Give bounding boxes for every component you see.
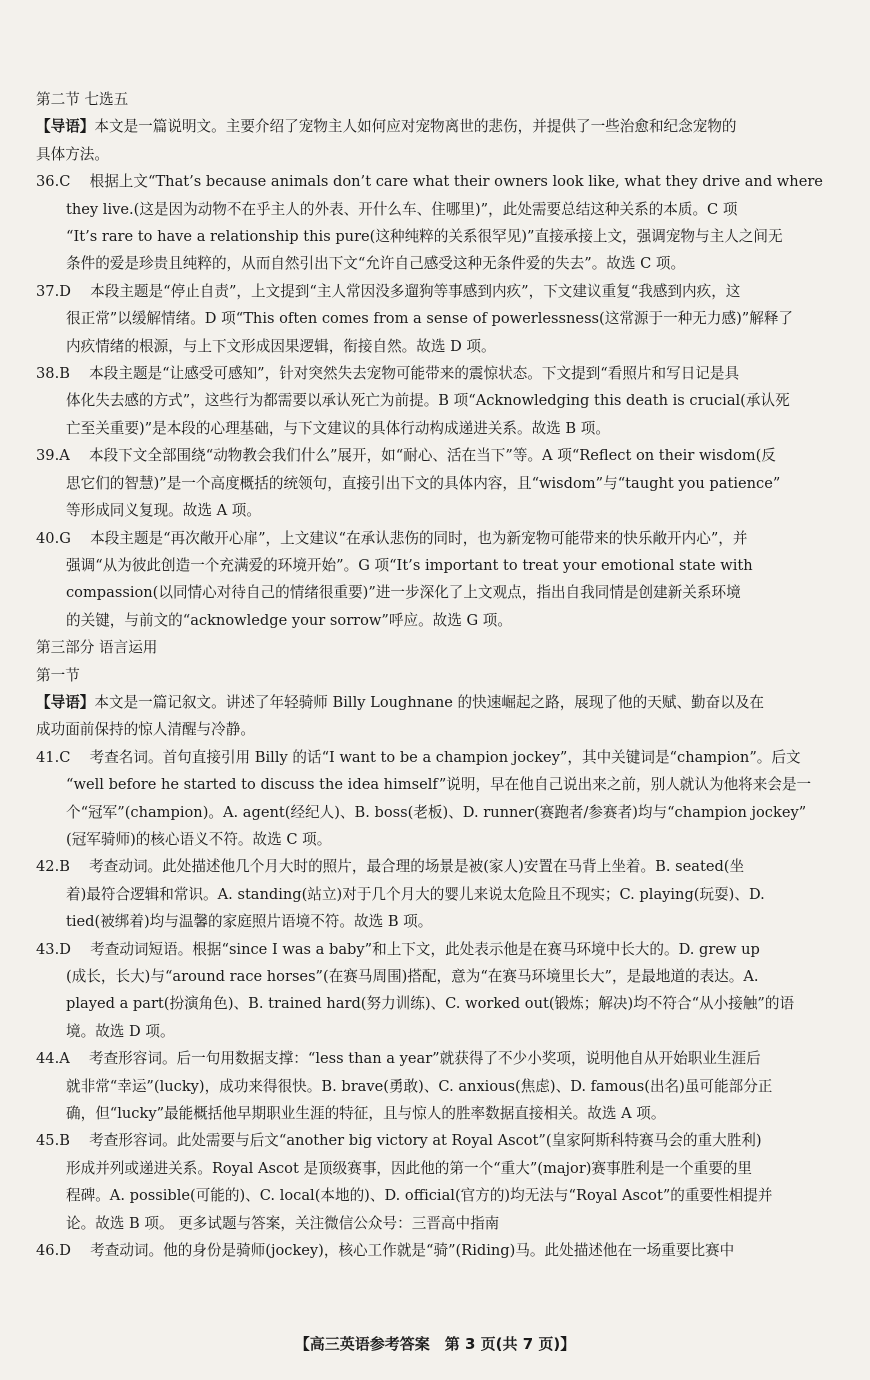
answer-39: 39.A 本段下文全部围绕“动物教会我们什么”展开，如“耐心、活在当下”等。A 项“Reflect on their wisdom(反: [36, 447, 776, 465]
part-title: 第三部分 语言运用: [36, 639, 158, 657]
answer-41: 41.C 考查名词。首句直接引用 Billy 的话“I want to be a champion jockey”，其中关键词是“champion”。后文: [36, 748, 801, 766]
answer-43-text: 境。故选 D 项。: [66, 1022, 175, 1040]
answer-46: 46.D 考查动词。他的身份是骑师(jockey)，核心工作就是“骑”(Riding)马。此处描述他在一场重要比赛中: [36, 1242, 735, 1260]
intro-paragraph: [36, 113, 832, 140]
intro-tag: 【导语】: [36, 118, 95, 136]
answer-45-text: 论。故选 B 项。 更多试题与答案，关注微信公众号：三晋高中指南: [66, 1214, 500, 1232]
answer-36: 36.C 根据上文“That’s because animals don’t care what their owners look like, what they drive and where: [36, 173, 823, 191]
intro-text: 成功面前保持的惊人清醒与冷静。: [36, 721, 255, 739]
answer-43-text: played a part(扮演角色)、B. trained hard(努力训练)、C. worked out(锻炼；解决)均不符合“从小接触”的语: [66, 995, 795, 1013]
answer-39-text: 等形成同义复现。故选 A 项。: [66, 502, 261, 520]
answer-44: 44.A 考查形容词。后一句用数据支撑：“less than a year”就获得了不少小奖项，说明他自从开始职业生涯后: [36, 1050, 761, 1068]
answer-38-text: 体化失去感的方式”，这些行为都需要以承认死亡为前提。B 项“Acknowledging this death is crucial(承认死: [66, 392, 790, 410]
answer-42-text: tied(被绑着)均与温馨的家庭照片语境不符。故选 B 项。: [66, 913, 433, 931]
intro-paragraph: [36, 689, 832, 716]
answer-38-text: 亡至关重要)”是本段的心理基础，与下文建议的具体行动构成递进关系。故选 B 项。: [66, 419, 610, 437]
answer-40: 40.G 本段主题是“再次敞开心扉”，上文建议“在承认悲伤的同时，也为新宠物可能带来的快乐敞开内心”，并: [36, 529, 748, 547]
answer-43-text: (成长，长大)与“around race horses”(在赛马周围)搭配，意为“在赛马环境里长大”，是最地道的表达。A.: [66, 968, 759, 985]
answer-44-text: 确，但“lucky”最能概括他早期职业生涯的特征，且与惊人的胜率数据直接相关。故选 A 项。: [66, 1105, 666, 1123]
answer-43: 43.D 考查动词短语。根据“since I was a baby”和上下文，此处表示他是在赛马环境中长大的。D. grew up: [36, 940, 760, 958]
intro-text: 本文是一篇记叙文。讲述了年轻骑师 Billy Loughnane 的快速崛起之路，展现了他的天赋、勤奋以及在: [94, 693, 765, 711]
answer-45: 45.B 考查形容词。此处需要与后文“another big victory at Royal Ascot”(皇家阿斯科特赛马会的重大胜利): [36, 1132, 762, 1150]
answer-42-text: 着)最符合逻辑和常识。A. standing(站立)对于几个月大的婴儿来说太危险且不现实；C. playing(玩耍)、D.: [66, 885, 765, 903]
answer-45-text: 形成并列或递进关系。Royal Ascot 是顶级赛事，因此他的第一个“重大”(major)赛事胜利是一个重要的里: [66, 1159, 753, 1177]
answer-41-text: (冠军骑师)的核心语义不符。故选 C 项。: [66, 830, 332, 848]
answer-37-text: 内疚情绪的根源，与上下文形成因果逻辑，衔接自然。故选 D 项。: [66, 337, 496, 355]
answer-41-text: 个“冠军”(champion)。A. agent(经纪人)、B. boss(老板)、D. runner(赛跑者/参赛者)均与“champion jockey”: [66, 803, 807, 821]
answer-40-text: 的关键，与前文的“acknowledge your sorrow”呼应。故选 G 项。: [66, 611, 512, 629]
section-title: 第二节 七选五: [36, 91, 129, 108]
answer-39-text: 思它们的智慧)”是一个高度概括的统领句，直接引出下文的具体内容，且“wisdom”与“taught you patience”: [66, 474, 781, 492]
answer-40-text: compassion(以同情心对待自己的情绪很重要)”进一步深化了上文观点，指出自我同情是创建新关系环境: [66, 584, 741, 602]
answer-41-text: “well before he started to discuss the idea himself”说明，早在他自己说出来之前，别人就认为他将来会是一: [66, 776, 812, 794]
intro-text: 本文是一篇说明文。主要介绍了宠物主人如何应对宠物离世的悲伤，并提供了一些治愈和纪念宠物的: [94, 118, 737, 136]
answer-37: 37.D 本段主题是“停止自责”，上文提到“主人常因没多遛狗等事感到内疚”，下文建议重复“我感到内疚，这: [36, 282, 741, 300]
answer-36-text: 条件的爱是珍贵且纯粹的，从而自然引出下文“允许自己感受这种无条件爱的失去”。故选 C 项。: [66, 255, 686, 273]
answer-36-text: they live.(这是因为动物不在乎主人的外表、开什么车、住哪里)”，此处需要总结这种关系的本质。C 项: [66, 200, 738, 218]
section-title: 第一节: [36, 666, 80, 684]
answer-40-text: 强调“从为彼此创造一个充满爱的环境开始”。G 项“It’s important to treat your emotional state with: [66, 556, 753, 574]
answer-38: 38.B 本段主题是“让感受可感知”，针对突然失去宠物可能带来的震惊状态。下文提到“看照片和写日记是具: [36, 365, 740, 383]
answer-36-text: “It’s rare to have a relationship this pure(这种纯粹的关系很罕见)”直接承接上文，强调宠物与主人之间无: [66, 228, 783, 246]
intro-text: 具体方法。: [36, 145, 109, 163]
answer-37-text: 很正常”以缓解情绪。D 项“This often comes from a sense of powerlessness(这常源于一种无力感)”解释了: [66, 310, 794, 328]
page-footer: 【高三英语参考答案 第 3 页(共 7 页)】: [294, 1335, 576, 1353]
intro-tag: 【导语】: [36, 693, 95, 711]
answer-content: [36, 86, 832, 1264]
answer-44-text: 就非常“幸运”(lucky)，成功来得很快。B. brave(勇敢)、C. anxious(焦虑)、D. famous(出名)虽可能部分正: [66, 1077, 773, 1095]
answer-45-text: 程碑。A. possible(可能的)、C. local(本地的)、D. official(官方的)均无法与“Royal Ascot”的重要性相提并: [66, 1187, 773, 1205]
answer-42: 42.B 考查动词。此处描述他几个月大时的照片，最合理的场景是被(家人)安置在马背上坐着。B. seated(坐: [36, 858, 745, 876]
